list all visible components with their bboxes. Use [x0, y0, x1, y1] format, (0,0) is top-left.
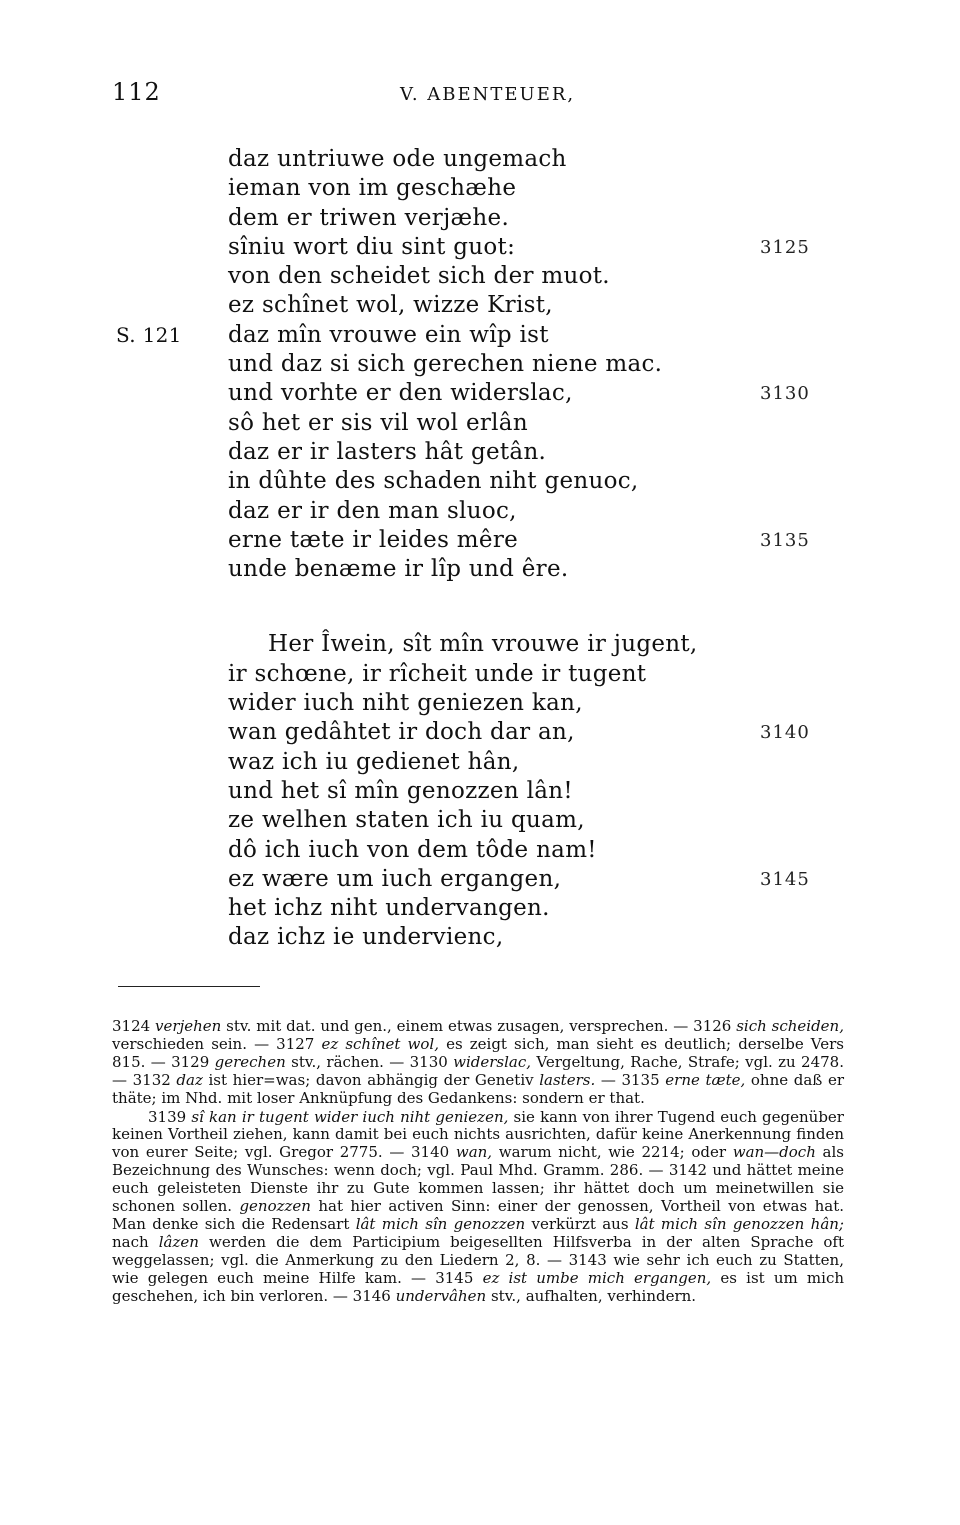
verse-text-line: daz er ir den man sluoc, [228, 497, 517, 524]
verse-text-line: und daz si sich gerechen niene mac. [228, 351, 663, 378]
cited-term: genozzen [239, 1197, 311, 1216]
note-text: verschieden sein. — 3127 [112, 1034, 322, 1053]
page-number: 112 [112, 78, 161, 106]
verse-line [228, 379, 848, 408]
verse-line [116, 321, 848, 350]
note-text: stv., rächen. — 3130 [285, 1052, 454, 1071]
cited-term: wan—doch [732, 1143, 816, 1162]
verse-line [228, 660, 848, 689]
note-text: — 3135 [595, 1070, 666, 1089]
verse-line [228, 806, 848, 835]
verse-line [228, 262, 848, 291]
verse-text [116, 145, 848, 953]
note-text: ist hier=was; davon abhängig der Genetiv [202, 1070, 540, 1089]
footnotes [112, 1018, 844, 1306]
verse-text-line: waz ich iu gedienet hân, [228, 748, 520, 775]
note-text: 3139 [148, 1107, 192, 1126]
verse-line [228, 438, 848, 467]
cited-term: sich scheiden, [736, 1017, 844, 1035]
verse-text-line: daz er ir lasters hât getân. [228, 438, 547, 465]
cited-term: ez ist umbe mich ergangen, [482, 1268, 712, 1287]
cited-term: verjehen [155, 1017, 222, 1035]
cited-term: ez schînet wol, [321, 1034, 439, 1053]
verse-line [228, 894, 848, 923]
verse-text-line: dô ich iuch von dem tôde nam! [228, 836, 597, 863]
verse-text-line: Her Îwein, sît mîn vrouwe ir jugent, [268, 631, 698, 658]
cited-term: erne tæte, [665, 1070, 746, 1089]
verse-text-line: ez schînet wol, wizze Krist, [228, 292, 553, 319]
cited-term: widerslac, [453, 1052, 532, 1071]
source-page-marker: S. 121 [116, 322, 182, 347]
verse-line [228, 718, 848, 747]
line-number: 3135 [760, 529, 810, 551]
note-text: es zeigt sich, man sieht es deutlich; derselbe Vers 815. — 3129 [112, 1034, 844, 1071]
note-text: nach [112, 1232, 159, 1251]
verse-line [228, 748, 848, 777]
verse-text-line: wider iuch niht geniezen kan, [228, 690, 583, 717]
verse-text-line: daz mîn vrouwe ein wîp ist [228, 321, 549, 348]
note-text: hat hier activen Sinn: einer der genossen, Vortheil von etwas hat. Man denke sich die Redensart [112, 1197, 844, 1233]
verse-line [228, 689, 848, 718]
verse-text-line: dem er triwen verjæhe. [228, 204, 510, 231]
verse-text-line: daz ichz ie undervienc, [228, 924, 504, 951]
note-text: stv. mit dat. und gen., einem etwas zusagen, versprechen. — 3126 [221, 1017, 737, 1035]
verse-line [228, 555, 848, 584]
verse-text-line: unde benæme ir lîp und êre. [228, 556, 569, 583]
note-text: stv., aufhalten, verhindern. [486, 1286, 697, 1305]
verse-text-line: in dûhte des schaden niht genuoc, [228, 468, 639, 495]
cited-term: sî kan ir tugent wider iuch niht geniezen, [191, 1107, 509, 1126]
verse-text-line: wan gedâhtet ir doch dar an, [228, 719, 575, 746]
cited-term: daz [176, 1070, 203, 1089]
verse-line [228, 497, 848, 526]
verse-line [228, 630, 848, 659]
verse-text-line: daz untriuwe ode ungemach [228, 146, 567, 172]
verse-line [228, 836, 848, 865]
footnote-rule [118, 986, 260, 987]
note-text: als Bezeichnung des Wunsches: wenn doch; vgl. Paul Mhd. Gramm. 286. — 3142 und hättet meine euch geleisteten Dienste ihr zu Gute kommen lassen; ihr hättet doch um meinetwillen sie schonen sollen. [112, 1143, 844, 1216]
verse-text-line: und het sî mîn genozzen lân! [228, 777, 573, 804]
line-number: 3140 [760, 722, 810, 744]
note-text: 3124 [112, 1017, 156, 1035]
cited-term: gerechen [214, 1052, 286, 1071]
line-number: 3130 [760, 383, 810, 405]
running-head: V. ABENTEUER, [400, 84, 576, 105]
verse-text-line: ze welhen staten ich iu quam, [228, 807, 585, 834]
footnote-paragraph [112, 1018, 844, 1108]
verse-text-line: ieman von im geschæhe [228, 175, 517, 202]
verse-text-line: het ichz niht undervangen. [228, 895, 550, 922]
verse-line [228, 923, 848, 952]
note-text: Vergeltung, Rache, Strafe; vgl. zu 2478. — 3132 [112, 1052, 844, 1089]
verse-line [228, 174, 848, 203]
stanza-gap [228, 584, 848, 630]
note-text: sie kann von ihrer Tugend euch gegenüber keinen Vortheil ziehen, kann damit bei euch nichts ausrichten, dafür keine Anerkennung finden von eurer Seite; vgl. Gregor 2775. — 3140 [112, 1107, 844, 1162]
note-text: es ist um mich geschehen, ich bin verloren. — 3146 [112, 1268, 844, 1305]
verse-text-line: von den scheidet sich der muot. [228, 263, 610, 290]
cited-term: wan, [455, 1143, 493, 1162]
verse-text-line: erne tæte ir leides mêre [228, 526, 519, 553]
verse-line [228, 777, 848, 806]
note-text: warum nicht, wie 2214; oder [492, 1143, 733, 1162]
cited-term: undervâhen [395, 1286, 487, 1305]
line-number: 3125 [760, 236, 810, 258]
verse-text-line: sô het er sis vil wol erlân [228, 409, 528, 436]
cited-term: lasters. [539, 1070, 596, 1089]
verse-text-line: sîniu wort diu sint guot: [228, 233, 516, 260]
verse-line [228, 291, 848, 320]
note-text: werden die dem Participium beigesellten Hilfsverba in der alten Sprache oft weggelassen; vgl. die Anmerkung zu den Liedern 2, 8. — 3143 wie sehr ich euch zu Statten, wie gelegen euch meine Hilfe kam. — 3145 [112, 1232, 845, 1287]
verse-line [228, 526, 848, 555]
footnote-paragraph [112, 1109, 844, 1306]
verse-line [228, 865, 848, 894]
verse-line [228, 350, 848, 379]
note-text: ohne daß er thäte; im Nhd. mit loser Anknüpfung des Gedankens: sondern er that. [112, 1070, 844, 1107]
verse-text-line: ir schœne, ir rîcheit unde ir tugent [228, 660, 647, 687]
verse-line [228, 145, 848, 174]
note-text: verkürzt aus [525, 1214, 635, 1233]
verse-line [228, 467, 848, 496]
verse-line [228, 233, 848, 262]
cited-term: lâzen [158, 1232, 199, 1251]
verse-line [228, 204, 848, 233]
cited-term: lât mich sîn genozzen hân; [634, 1214, 844, 1233]
verse-line [228, 409, 848, 438]
cited-term: lât mich sîn genozzen [355, 1214, 526, 1233]
verse-text-line: ez wære um iuch ergangen, [228, 865, 562, 892]
line-number: 3145 [760, 868, 810, 890]
verse-text-line: und vorhte er den widerslac, [228, 380, 573, 407]
